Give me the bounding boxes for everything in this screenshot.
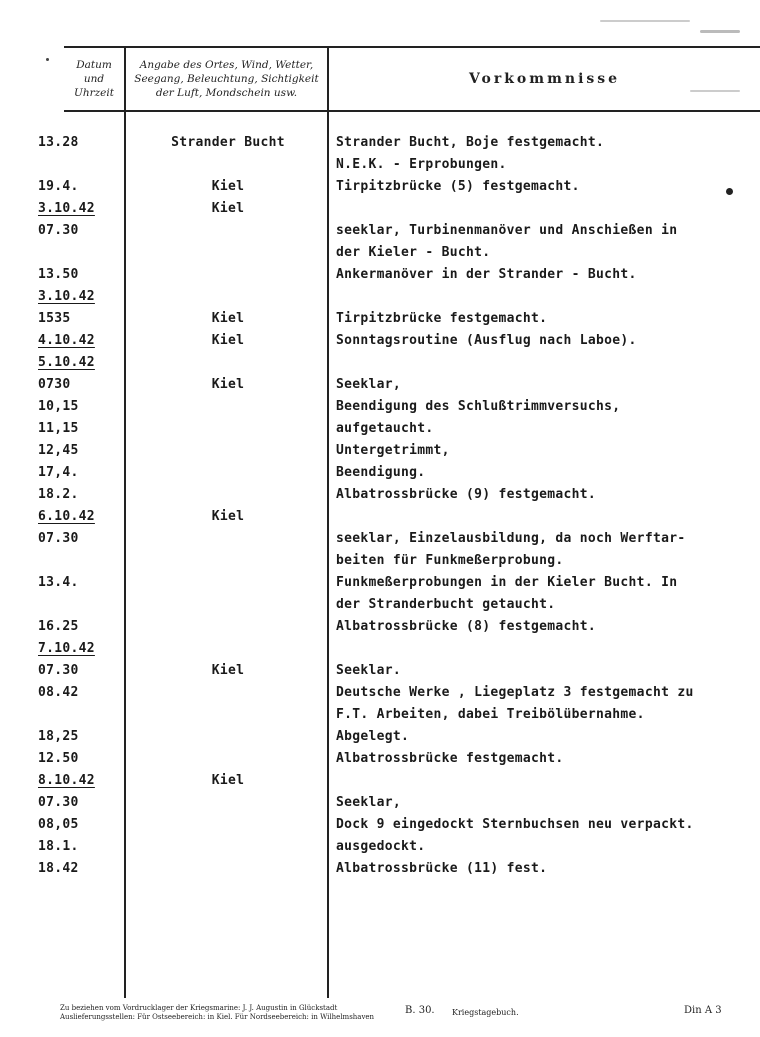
entry-time: 07.30 [38, 223, 79, 238]
entry-time: 13.28 [38, 135, 79, 150]
entry-event: Beendigung des Schlußtrimmversuchs, [336, 399, 621, 414]
entry-time: 18.2. [38, 487, 79, 502]
entry-event: Deutsche Werke , Liegeplatz 3 festgemacht zu [336, 685, 694, 700]
entry-event: Seeklar, [336, 377, 402, 392]
entry-event: seeklar, Turbinenmanöver und Anschießen in [336, 223, 678, 238]
entry-event: Abgelegt. [336, 729, 410, 744]
entry-event: Albatrossbrücke (8) festgemacht. [336, 619, 597, 634]
header-events: Vorkommnisse [468, 71, 621, 87]
entry-event: aufgetaucht. [336, 421, 434, 436]
entry-time: 12,45 [38, 443, 79, 458]
entry-event: F.T. Arbeiten, dabei Treibölübernahme. [336, 707, 645, 722]
entry-event: Beendigung. [336, 465, 426, 480]
printer-line-1: Zu beziehen vom Vordrucklager der Kriegsmarine: J. J. Augustin in Glückstadt [60, 1004, 338, 1012]
entry-event: seeklar, Einzelausbildung, da noch Werftar- [336, 531, 686, 546]
entry-time: 11,15 [38, 421, 79, 436]
entry-event: Untergetrimmt, [336, 443, 450, 458]
entry-time: 10,15 [38, 399, 79, 414]
header-bottom-rule [64, 110, 760, 112]
entry-event: Seeklar. [336, 663, 402, 678]
printer-line-2: Auslieferungsstellen: Für Ostseebereich: in Kiel. Für Nordseebereich: in Wilhelmshaven [60, 1013, 375, 1021]
entry-event: der Stranderbucht getaucht. [336, 597, 556, 612]
entry-event: Dock 9 eingedockt Sternbuchsen neu verpackt. [336, 817, 694, 832]
entry-time: 17,4. [38, 465, 79, 480]
entry-date: 5.10.42 [38, 355, 95, 370]
entry-event: Seeklar, [336, 795, 402, 810]
header-date-time: Datum und Uhrzeit [74, 59, 114, 99]
entry-location: Kiel [211, 773, 245, 788]
entry-date: 7.10.42 [38, 641, 95, 656]
entry-time: 08.42 [38, 685, 79, 700]
paper-format: Din A 3 [684, 1005, 722, 1016]
entry-event: Tirpitzbrücke (5) festgemacht. [336, 179, 580, 194]
entry-event: Funkmeßerprobungen in der Kieler Bucht. In [336, 575, 678, 590]
entry-time: 1535 [38, 311, 71, 326]
form-name: Kriegstagebuch. [452, 1008, 519, 1017]
entry-time: 18.1. [38, 839, 79, 854]
entry-time: 12.50 [38, 751, 79, 766]
entry-date: 8.10.42 [38, 773, 95, 788]
entry-event: N.E.K. - Erprobungen. [336, 157, 507, 172]
entry-event: der Kieler - Bucht. [336, 245, 491, 260]
entry-time: 19.4. [38, 179, 79, 194]
column-divider-2 [327, 46, 329, 998]
entry-time: 16.25 [38, 619, 79, 634]
header-location-weather: Angabe des Ortes, Wind, Wetter, Seegang, Beleuchtung, Sichtigkeit der Luft, Mondschein usw. [134, 59, 319, 99]
entry-time: 13.4. [38, 575, 79, 590]
entry-location: Kiel [211, 663, 245, 678]
entry-time: 13.50 [38, 267, 79, 282]
entry-location: Kiel [211, 377, 245, 392]
entry-date: 3.10.42 [38, 289, 95, 304]
form-number: B. 30. [405, 1005, 435, 1016]
entry-time: 07.30 [38, 795, 79, 810]
entry-time: 18,25 [38, 729, 79, 744]
entry-date: 4.10.42 [38, 333, 95, 348]
printer-note [60, 1004, 390, 1022]
entry-event: beiten für Funkmeßerprobung. [336, 553, 564, 568]
entry-event: ausgedockt. [336, 839, 426, 854]
entry-location: Kiel [211, 179, 245, 194]
entry-date: 6.10.42 [38, 509, 95, 524]
entry-event: Strander Bucht, Boje festgemacht. [336, 135, 605, 150]
entry-event: Albatrossbrücke festgemacht. [336, 751, 564, 766]
entry-event: Albatrossbrücke (9) festgemacht. [336, 487, 597, 502]
entry-location: Kiel [211, 509, 245, 524]
header-top-rule [64, 46, 760, 48]
entry-time: 07.30 [38, 663, 79, 678]
entry-time: 08,05 [38, 817, 79, 832]
column-divider-1 [124, 46, 126, 998]
entry-location: Kiel [211, 311, 245, 326]
entry-location: Strander Bucht [171, 135, 285, 150]
entry-event: Sonntagsroutine (Ausflug nach Laboe). [336, 333, 637, 348]
entry-location: Kiel [211, 201, 245, 216]
entry-time: 18.42 [38, 861, 79, 876]
entry-location: Kiel [211, 333, 245, 348]
entry-event: Albatrossbrücke (11) fest. [336, 861, 548, 876]
entry-time: 07.30 [38, 531, 79, 546]
entry-event: Ankermanöver in der Strander - Bucht. [336, 267, 637, 282]
entry-time: 0730 [38, 377, 71, 392]
entry-event: Tirpitzbrücke festgemacht. [336, 311, 548, 326]
entry-date: 3.10.42 [38, 201, 95, 216]
